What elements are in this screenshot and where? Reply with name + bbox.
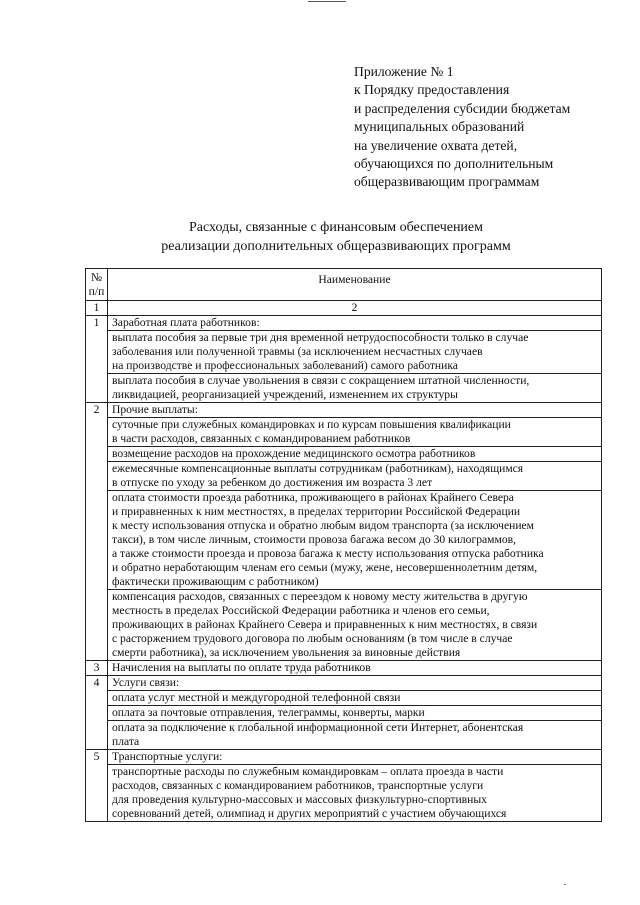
column-number-1-text: 1 [93,301,100,314]
title-line: Расходы, связанные с финансовым обеспечением [189,220,483,235]
header-name: Наименование [318,273,391,286]
table-row [86,403,602,661]
column-number-2-text: 2 [351,301,358,314]
item-text-line: проживающих в районах Крайнего Севера и приравненных к ним местностях, в связи [112,618,538,631]
row-subitem [108,446,601,461]
item-text-line: компенсация расходов, связанных с переездом к новому месту жительства в другую [112,590,528,603]
item-text-line: оплата стоимости проезда работника, проживающего в районах Крайнего Севера [112,491,514,504]
item-text-line: в отпуске по уходу за ребенком до достижения им возраста 3 лет [112,476,433,489]
row-subitem [108,705,601,720]
row-subitem [108,720,601,749]
item-text-line: Начисления на выплаты по оплате труда работников [112,661,371,674]
item-text-line: возмещение расходов на прохождение медицинского осмотра работников [112,447,476,460]
item-text-line: для проведения культурно-массовых и массовых физкультурно-спортивных [112,793,487,806]
row-number-cell [86,403,108,661]
item-text-line: на производстве и профессиональных заболеваний) самого работника [112,359,458,372]
table-row [86,316,602,403]
scan-speck [564,884,566,885]
row-subitem [108,589,601,660]
appendix-note [354,63,634,192]
row-content-cell [108,661,602,676]
item-text-line: соревнований детей, олимпиад и других мероприятий с участием обучающихся [112,807,507,820]
row-subitem [108,690,601,705]
table-row [86,661,602,676]
row-content-cell [108,316,602,403]
appendix-line: муниципальных образований [354,119,525,135]
appendix-line: Приложение № 1 [354,64,454,79]
row-content-cell [108,676,602,750]
appendix-line: и распределения субсидии бюджетам [354,100,571,116]
item-text-line: оплата за почтовые отправления, телеграммы, конверты, марки [112,706,425,719]
item-text-line: фактически проживающим с работником) [112,575,319,588]
item-text-line: а также стоимости проезда и провоза багажа к месту использования отпуска работника [112,547,544,560]
scan-mark [308,1,346,2]
row-heading [108,750,601,764]
item-text-line: заболевания или полученной травмы (за исключением несчастных случаев [112,345,483,358]
item-text-line: транспортные расходы по служебным командировкам – оплата проезда в части [112,765,504,778]
row-content-cell [108,750,602,822]
row-heading [108,403,601,417]
row-number: 1 [93,316,100,329]
item-text-line: смерти работника), за исключением увольнения за виновные действия [112,646,461,659]
table-row [86,750,602,822]
item-text-line: местность в пределах Российской Федерации работника и членов его семьи, [112,604,490,617]
item-text-line: такси), в том числе личным, стоимости провоза багажа весом до 30 килограммов, [112,533,517,546]
header-num-cell [86,269,108,301]
appendix-line: на увеличение охвата детей, [354,137,518,153]
item-text-line: Заработная плата работников: [112,316,260,329]
header-num-abbr: п/п [88,285,105,298]
item-text-line: Прочие выплаты: [112,403,198,416]
row-heading [108,316,601,330]
row-number: 2 [93,403,100,416]
column-number-1 [86,301,108,316]
item-text-line: ежемесячные компенсационные выплаты сотрудникам (работникам), находящимся [112,462,524,475]
item-text-line: расходов, связанных с командированием работников, транспортные услуги [112,779,484,792]
row-number: 5 [93,750,100,763]
row-number-cell [86,676,108,750]
row-heading [108,676,601,690]
item-text-line: ликвидацией, реорганизацией учреждений, изменением их структуры [112,388,458,401]
item-text-line: выплата пособия за первые три дня временной нетрудоспособности только в случае [112,331,529,344]
item-text-line: с расторжением трудового договора по любым основаниям (в том числе в случае [112,632,513,645]
row-heading [108,661,601,675]
row-number-cell [86,316,108,403]
header-num-symbol: № [90,271,103,284]
item-text-line: Транспортные услуги: [112,750,223,763]
item-text-line: выплата пособия в случае увольнения в связи с сокращением штатной численности, [112,374,530,387]
item-text-line: суточные при служебных командировках и по курсам повышения квалификации [112,418,511,431]
item-text-line: оплата за подключение к глобальной информационной сети Интернет, абонентская [112,721,524,734]
row-number-cell [86,750,108,822]
row-number-cell [86,661,108,676]
row-subitem [108,417,601,446]
header-row [86,269,602,301]
column-number-2 [108,301,602,316]
item-text-line: и обратно неработающим членам его семьи (мужу, жене, несовершеннолетним детям, [112,561,538,574]
item-text-line: плата [112,735,140,748]
document-title [0,218,640,256]
appendix-line: общеразвивающим программам [354,174,540,190]
row-content-cell [108,403,602,661]
table-row [86,676,602,750]
row-subitem [108,490,601,589]
expenses-table [85,268,602,822]
row-subitem [108,764,601,821]
row-number: 4 [93,676,100,689]
item-text-line: и приравненных к ним местностях, в пределах территории Российской Федерации [112,505,521,518]
appendix-line: к Порядку предоставления [354,82,510,98]
table-body [86,269,602,822]
appendix-line: обучающихся по дополнительным [354,156,554,172]
item-text-line: в части расходов, связанных с командированием работников [112,432,411,445]
item-text-line: оплата услуг местной и междугородной телефонной связи [112,691,401,704]
title-line: реализации дополнительных общеразвивающих программ [161,239,511,254]
row-subitem [108,373,601,402]
header-name-cell [108,269,602,301]
row-subitem [108,461,601,490]
row-number: 3 [93,661,100,674]
column-number-row [86,301,602,316]
item-text-line: к месту использования отпуска и обратно любым видом транспорта (за исключением [112,519,535,532]
row-subitem [108,330,601,373]
item-text-line: Услуги связи: [112,676,180,689]
